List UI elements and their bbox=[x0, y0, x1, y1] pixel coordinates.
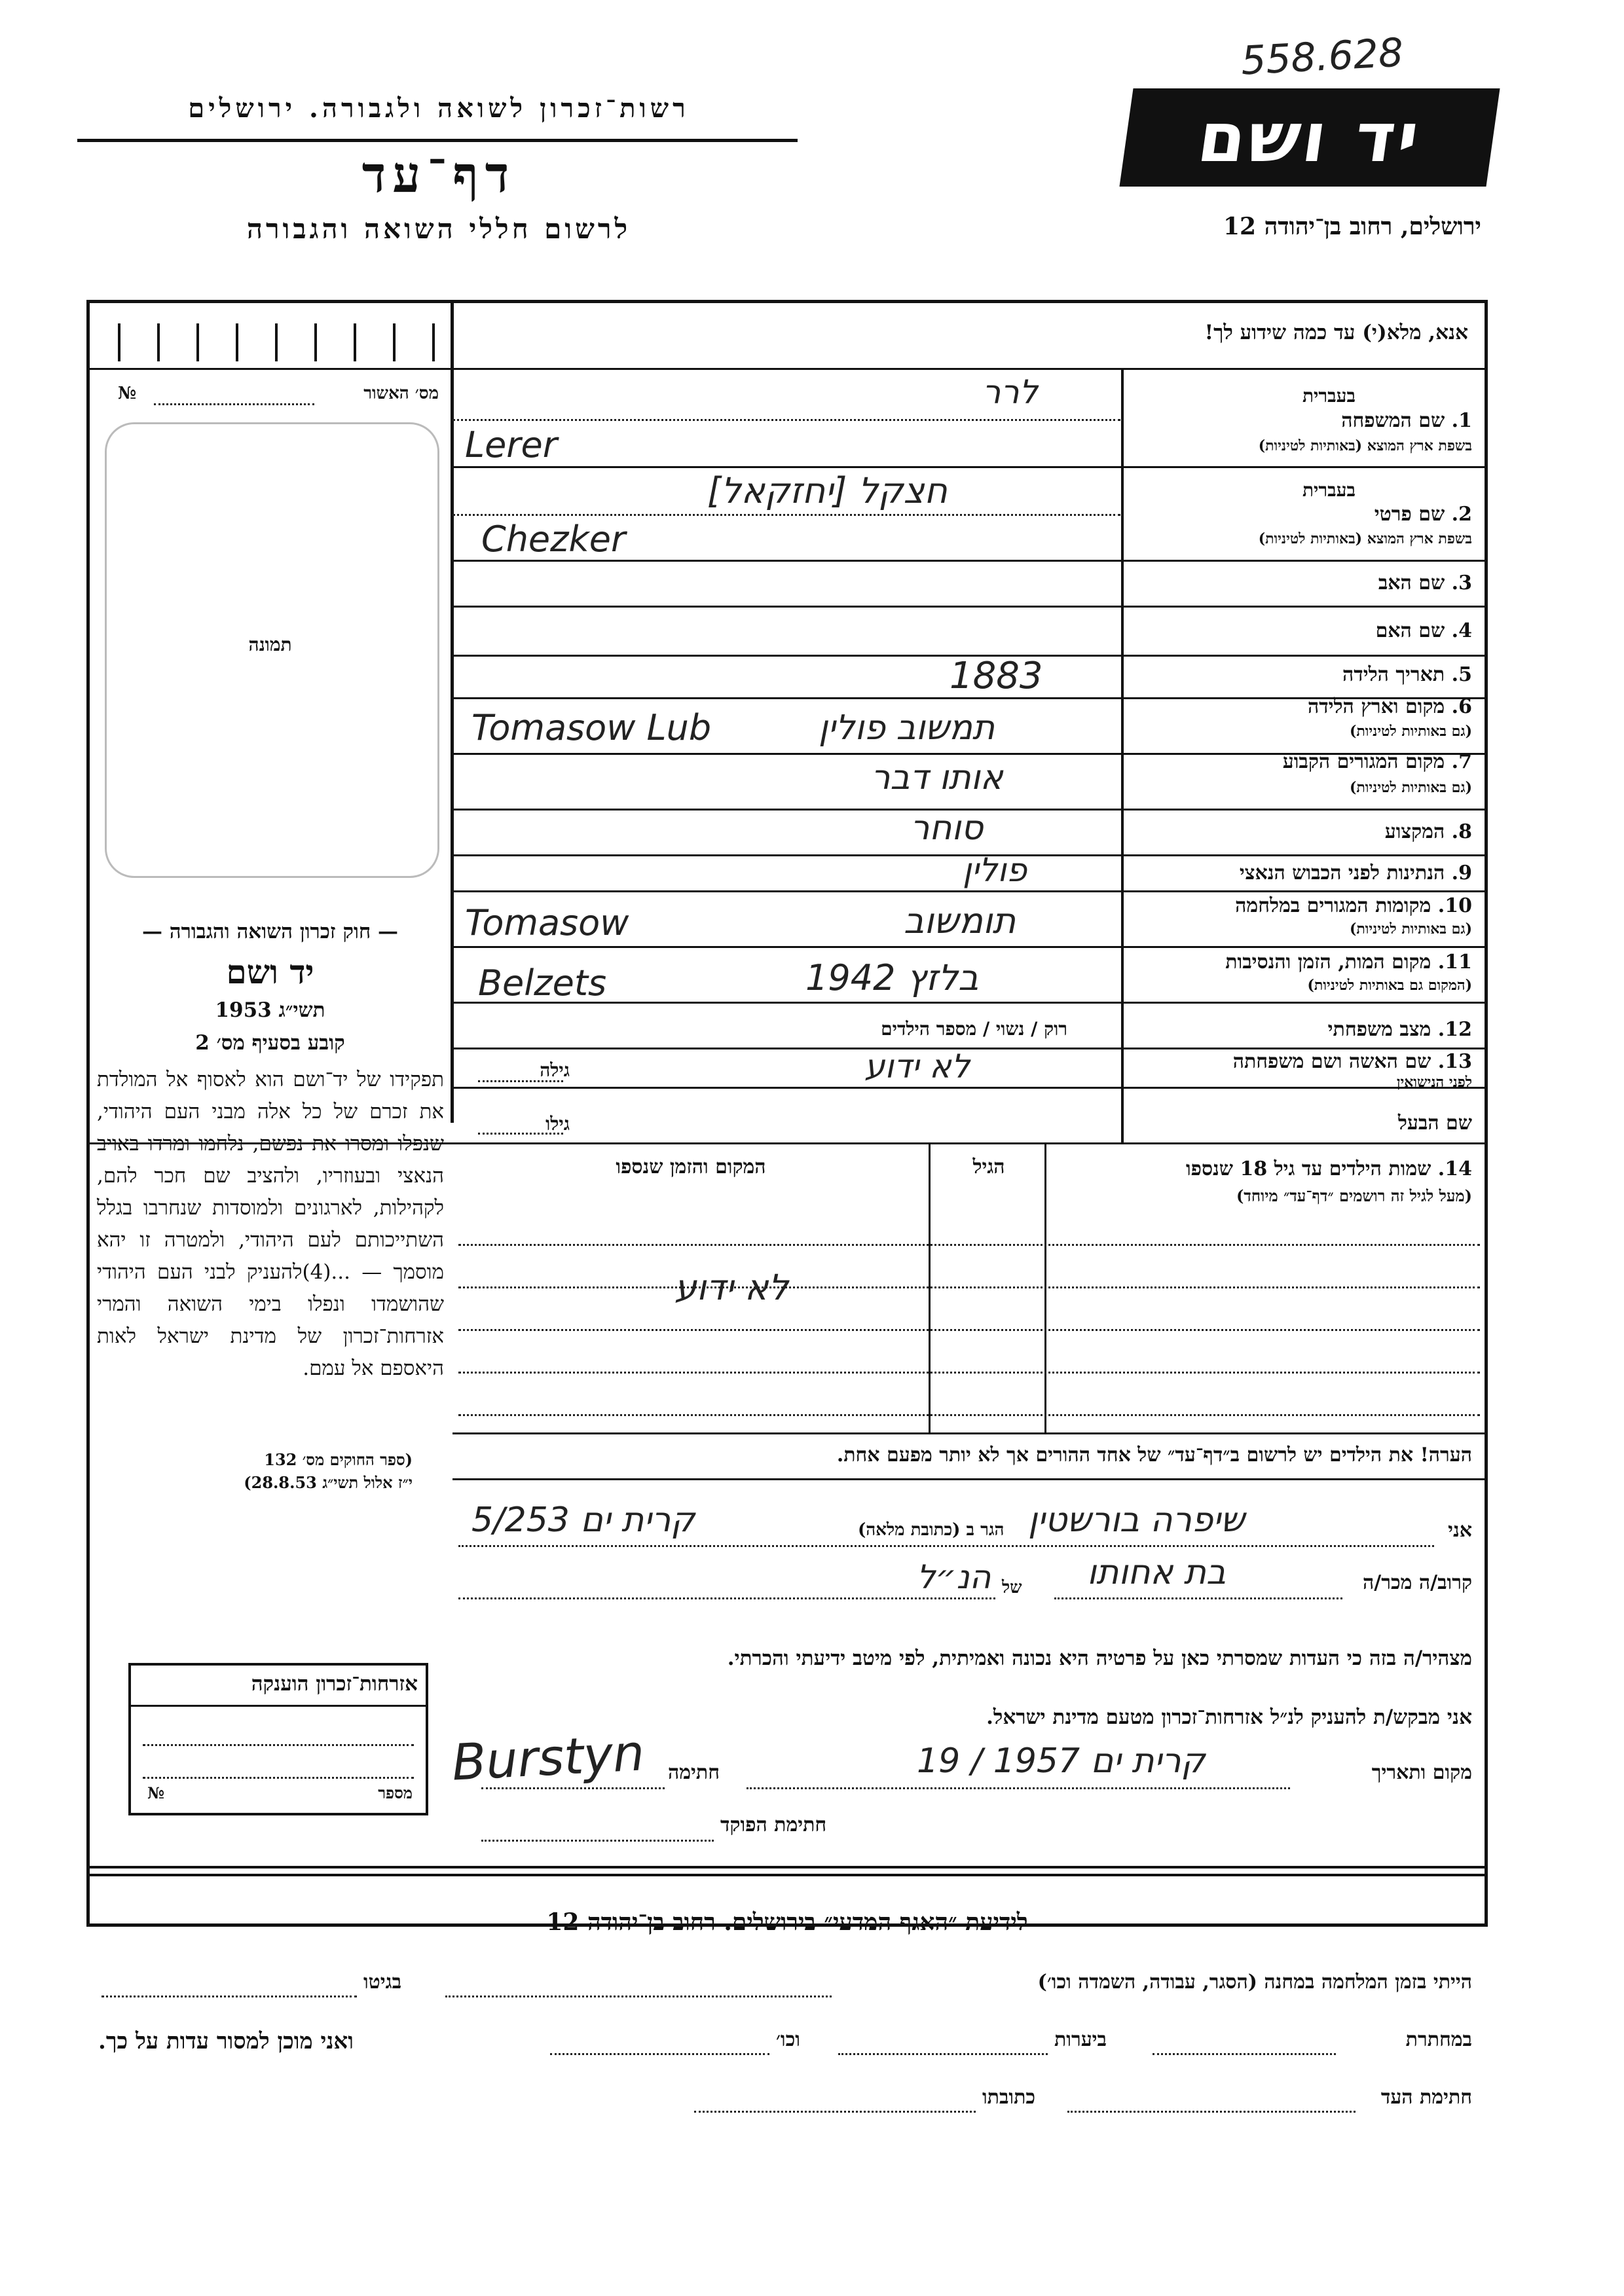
photo-label: תמונה bbox=[248, 634, 292, 655]
husband-age-label: גילו bbox=[545, 1113, 570, 1135]
field-12-label-text: מצב משפחתי bbox=[1327, 1018, 1431, 1041]
field-7-note: (גם באותיות לטיניות) bbox=[1349, 779, 1472, 796]
children-row-line bbox=[458, 1286, 1480, 1288]
field-3-label-text: שם האב bbox=[1378, 572, 1445, 594]
official-signature-label: חתימת הפוקד bbox=[720, 1813, 827, 1836]
birth-date-value: 1883 bbox=[950, 655, 1043, 697]
bottom-line2-ready: ואני מוכן למסור עדות על כך. bbox=[98, 2028, 354, 2054]
bottom-divider bbox=[90, 1866, 1485, 1868]
address-line: ירושלים, רחוב בן־יהודה 12 bbox=[1223, 213, 1481, 240]
field-4-label bbox=[1376, 619, 1472, 642]
field-4-number: 4. bbox=[1451, 619, 1472, 642]
citizenship-no-sign: № bbox=[147, 1783, 165, 1802]
field-5-label bbox=[1342, 663, 1472, 686]
field-13-label-text: שם האשה ושם משפחתה bbox=[1232, 1050, 1431, 1073]
approval-tick bbox=[354, 323, 356, 361]
field-6-label bbox=[1308, 695, 1472, 718]
husband-age-line bbox=[478, 1133, 563, 1135]
field-13-number: 13. bbox=[1437, 1050, 1472, 1073]
bottom-line2-etc: וכו׳ bbox=[776, 2028, 800, 2051]
field-5-label-text: תאריך הלידה bbox=[1342, 663, 1445, 686]
organization-line: רשות־זכרון לשואה ולגבורה. ירושלים bbox=[188, 93, 690, 124]
field-11-number: 11. bbox=[1437, 951, 1472, 974]
field-1-latin-note: בשפת ארץ המוצא (באותיות לטיניות) bbox=[1258, 437, 1472, 454]
request-text: אני מבקש/ת להעניק לנ״ל אזרחות־זכרון מטעם מדינת ישראל. bbox=[986, 1705, 1472, 1729]
document-number: 558.628 bbox=[1240, 29, 1405, 84]
family-name-latin: Lerer bbox=[465, 424, 557, 465]
law-year-hebrew: תשי״ג bbox=[278, 998, 325, 1022]
bottom-line2-fill bbox=[550, 2053, 769, 2055]
citizenship-line bbox=[143, 1744, 414, 1746]
first-name-latin: Chezker bbox=[481, 519, 626, 560]
approval-no-sign: № bbox=[118, 384, 137, 403]
row-sep bbox=[452, 890, 1485, 892]
children-title: 14. שמות הילדים עד גיל 18 שנספו bbox=[1185, 1157, 1472, 1180]
field-9-number: 9. bbox=[1451, 862, 1472, 884]
approval-tick bbox=[275, 323, 278, 361]
field-5-number: 5. bbox=[1451, 663, 1472, 686]
resides-label: הגר ב (כתובת מלאה) bbox=[858, 1520, 1005, 1540]
children-row-line bbox=[458, 1329, 1480, 1331]
children-divider-age bbox=[1044, 1144, 1046, 1432]
signature-label: חתימה bbox=[668, 1761, 720, 1784]
law-year: 1953 bbox=[215, 998, 272, 1022]
row-sep bbox=[452, 560, 1485, 562]
approval-number-line bbox=[154, 403, 314, 405]
field-6-note: (גם באותיות לטיניות) bbox=[1349, 723, 1472, 740]
declaration-prefix: אני bbox=[1448, 1519, 1472, 1542]
field-7-label-text: מקום המגורים הקבוע bbox=[1282, 750, 1445, 773]
approval-tick bbox=[314, 323, 317, 361]
field-3-label bbox=[1378, 572, 1472, 594]
wife-name-value: לא ידוע bbox=[864, 1048, 970, 1085]
bottom-line1-fill bbox=[445, 1995, 832, 1997]
field-6-number: 6. bbox=[1451, 695, 1472, 718]
approval-tick bbox=[157, 323, 160, 361]
birth-place-latin: Tomasow Lub bbox=[471, 707, 712, 748]
law-year-line bbox=[92, 998, 449, 1022]
logo-text: יד ושם bbox=[1192, 98, 1427, 177]
row-sep bbox=[452, 946, 1485, 948]
children-divider-place bbox=[929, 1144, 931, 1432]
place-date-value: קרית ים 1957 / 19 bbox=[917, 1741, 1206, 1781]
citizenship-number-label: מספר bbox=[378, 1783, 413, 1802]
family-name-hebrew: לרר bbox=[982, 373, 1038, 411]
law-heading: — חוק זכרון השואה והגבורה — bbox=[141, 920, 399, 943]
remark-text: הערה! את הילדים יש לרשום ב״דף־עד״ של אחד ההורים אך לא יותר מפעם אחת. bbox=[836, 1444, 1472, 1467]
relation-label: קרוב/ה מכר/ה bbox=[1363, 1571, 1472, 1594]
yad-vashem-logo bbox=[1119, 88, 1500, 187]
bottom-line3-fill bbox=[1067, 2111, 1356, 2113]
bottom-line2-fill bbox=[838, 2053, 1048, 2055]
approval-tick bbox=[393, 323, 396, 361]
birth-place-hebrew: תמשוב פולין bbox=[819, 708, 995, 748]
field-2-hebrew-tag: בעברית bbox=[1302, 479, 1356, 501]
field-10-number: 10. bbox=[1437, 894, 1472, 917]
field-1-label-text: שם המשפחה bbox=[1341, 409, 1445, 432]
field-2-number: 2. bbox=[1451, 503, 1472, 526]
of-value: הנ״ל bbox=[917, 1558, 991, 1596]
citizenship-line bbox=[143, 1777, 414, 1779]
war-residence-latin: Tomasow bbox=[465, 902, 629, 943]
row-sep bbox=[452, 1087, 1485, 1089]
bottom-line3-address: כתובתו bbox=[982, 2086, 1036, 2109]
row-sep bbox=[452, 1002, 1485, 1004]
field-7-label bbox=[1283, 750, 1472, 773]
law-text: תפקידו של יד־ושם הוא לאסוף אל המולדת את זכרם של כל אלה מבני העם היהודי, שנפלו ומסרו את נפשם, נלחמו ומרדו באויב הנאצי ובעוזריו, ולהציב שם חכר להם, לקהילות, לארגונים ולמוסדות שנחרבו בגלל השתייכותם לעם היהודי, ולמטרה זו יהא מוסמך — ...(4)להעניק לבני העם היהודי שהושמדו ונפלו בימי השואה והמרי אזרחות־זכרון של מדינת ישראל לאות היאספם אל עמם. bbox=[97, 1068, 444, 1380]
approval-tick bbox=[118, 323, 120, 361]
signature-value: Burstyn bbox=[450, 1723, 646, 1792]
left-column-divider bbox=[451, 301, 454, 1123]
witness-name: שיפרה בורשטין bbox=[1028, 1501, 1245, 1540]
header-rule bbox=[77, 139, 798, 142]
children-row-line bbox=[458, 1414, 1480, 1416]
label-column-divider bbox=[1121, 370, 1124, 1142]
bottom-divider bbox=[90, 1874, 1485, 1876]
approval-tick bbox=[432, 323, 435, 361]
children-note: (מעל לגיל זה רושמים ״דף־עד״ מיוחד) bbox=[1236, 1186, 1472, 1205]
children-entry: לא ידוע bbox=[674, 1267, 789, 1308]
bottom-line2-underground: במחתרת bbox=[1405, 2028, 1472, 2051]
approval-tick bbox=[236, 323, 238, 361]
death-place-hebrew: בלזץ 1942 bbox=[805, 957, 979, 998]
children-age-header: הגיל bbox=[972, 1156, 1005, 1178]
field-13-note: לפני הנישואין bbox=[1396, 1074, 1472, 1091]
field-12-label bbox=[1328, 1018, 1472, 1041]
relation-value: בת אחותו bbox=[1087, 1553, 1227, 1592]
war-residence-hebrew: תומשוב bbox=[904, 900, 1016, 941]
field-10-label-text: מקומות המגורים במלחמה bbox=[1235, 894, 1431, 917]
witness-address: קרית ים 5/253 bbox=[471, 1501, 695, 1540]
children-place-header: המקום והזמן שנספו bbox=[616, 1156, 766, 1178]
first-name-hebrew: חצקל [יחזקאל] bbox=[707, 470, 948, 511]
page-subtitle: לרשום חללי השואה והגבורה bbox=[246, 213, 631, 245]
field-2-label bbox=[1375, 503, 1472, 526]
field-1-label bbox=[1341, 409, 1472, 432]
bottom-line2-forests: ביערות bbox=[1054, 2028, 1107, 2051]
field-10-note: (גם באותיות לטיניות) bbox=[1349, 920, 1472, 938]
field-13-label bbox=[1233, 1050, 1472, 1073]
field-11-note: (המקום גם באותיות לטיניות) bbox=[1307, 977, 1472, 994]
field-9-label-text: הנתינות לפני הכבוש הנאצי bbox=[1239, 862, 1445, 884]
field-1-number: 1. bbox=[1451, 409, 1472, 432]
instruction-text: אנא, מלא(י) עד כמה שידוע לך! bbox=[1204, 321, 1468, 344]
bottom-line1-camp: הייתי בזמן המלחמה במחנה (הסגר, עבודה, השמדה וכו׳) bbox=[1037, 1971, 1472, 1994]
place-date-label: מקום ותאריך bbox=[1371, 1761, 1472, 1784]
of-line bbox=[458, 1597, 995, 1599]
law-name: יד ושם bbox=[226, 953, 314, 991]
field-10-label bbox=[1235, 894, 1472, 917]
bottom-heading: לידיעת ״האגף המדעי״ בירושלים. רחוב בן־יהודה 12 bbox=[546, 1908, 1028, 1936]
wife-age-label: גילה bbox=[540, 1059, 570, 1081]
field-11-label-text: מקום המות, הזמן והנסיבות bbox=[1225, 951, 1431, 974]
law-clause: קובע בסעיף מס׳ 2 bbox=[195, 1031, 345, 1055]
field-6-label-text: מקום וארץ הלידה bbox=[1307, 695, 1445, 718]
bottom-line3-signature: חתימת העד bbox=[1380, 2086, 1472, 2109]
page-title: דף־עד bbox=[361, 145, 516, 204]
relation-line bbox=[1054, 1597, 1342, 1599]
field-2-label-text: שם פרטי bbox=[1374, 503, 1445, 526]
citizenship-title-rule bbox=[131, 1705, 426, 1707]
wife-age-line bbox=[478, 1080, 563, 1082]
field-8-label bbox=[1385, 820, 1472, 843]
bottom-line3-fill bbox=[694, 2111, 976, 2113]
field-9-label bbox=[1240, 862, 1472, 884]
statement-text: מצהיר/ה בזה כי העדות שמסרתי כאן על פרטיה היא נכונה ואמיתית, לפי מיטב ידיעתי והכרתי. bbox=[727, 1647, 1472, 1670]
row-subline bbox=[452, 419, 1120, 421]
approval-label: מס׳ האשור bbox=[363, 384, 439, 403]
bottom-line1-fill bbox=[101, 1995, 357, 1997]
bottom-line2-fill bbox=[1153, 2053, 1336, 2055]
field-11-label bbox=[1225, 951, 1472, 974]
residence-value: אותו דבר bbox=[871, 758, 1003, 797]
field-1-hebrew-tag: בעברית bbox=[1302, 385, 1356, 407]
field-8-number: 8. bbox=[1451, 820, 1472, 843]
row-sep bbox=[452, 606, 1485, 608]
citizenship-title: אזרחות־זכרון הוענקה bbox=[251, 1672, 418, 1696]
law-source-date: י״ז אלול תשי״ג 28.8.53) bbox=[244, 1473, 413, 1492]
death-place-latin: Belzets bbox=[478, 962, 607, 1004]
husband-label: שם הבעל bbox=[1397, 1112, 1472, 1135]
field-3-number: 3. bbox=[1451, 572, 1472, 594]
children-row-line bbox=[458, 1244, 1480, 1246]
marital-status-options: רוק / נשוי / מספר הילדים bbox=[881, 1018, 1067, 1040]
row-subline bbox=[452, 514, 1120, 516]
place-date-line bbox=[747, 1787, 1290, 1789]
remark-rule bbox=[452, 1478, 1485, 1480]
children-row-line bbox=[458, 1372, 1480, 1374]
citizenship-box bbox=[128, 1663, 428, 1815]
field-12-number: 12. bbox=[1437, 1018, 1472, 1041]
of-label: של bbox=[1002, 1578, 1022, 1597]
row-sep bbox=[452, 466, 1485, 468]
law-source: (ספר החוקים מס׳ 132 bbox=[264, 1450, 413, 1469]
children-bottom-rule bbox=[452, 1432, 1485, 1434]
official-signature-line bbox=[481, 1840, 714, 1842]
field-4-label-text: שם האם bbox=[1375, 619, 1445, 642]
instruction-rule bbox=[90, 368, 1485, 370]
profession-value: סוחר bbox=[910, 809, 984, 848]
field-2-latin-note: בשפת ארץ המוצא (באותיות לטיניות) bbox=[1258, 530, 1472, 547]
approval-tick bbox=[196, 323, 199, 361]
field-8-label-text: המקצוע bbox=[1384, 820, 1445, 843]
bottom-line1-ghetto: בגיטו bbox=[363, 1971, 402, 1994]
field-7-number: 7. bbox=[1451, 750, 1472, 773]
declaration-name-line bbox=[458, 1545, 1434, 1547]
nationality-value: פולין bbox=[963, 851, 1027, 889]
